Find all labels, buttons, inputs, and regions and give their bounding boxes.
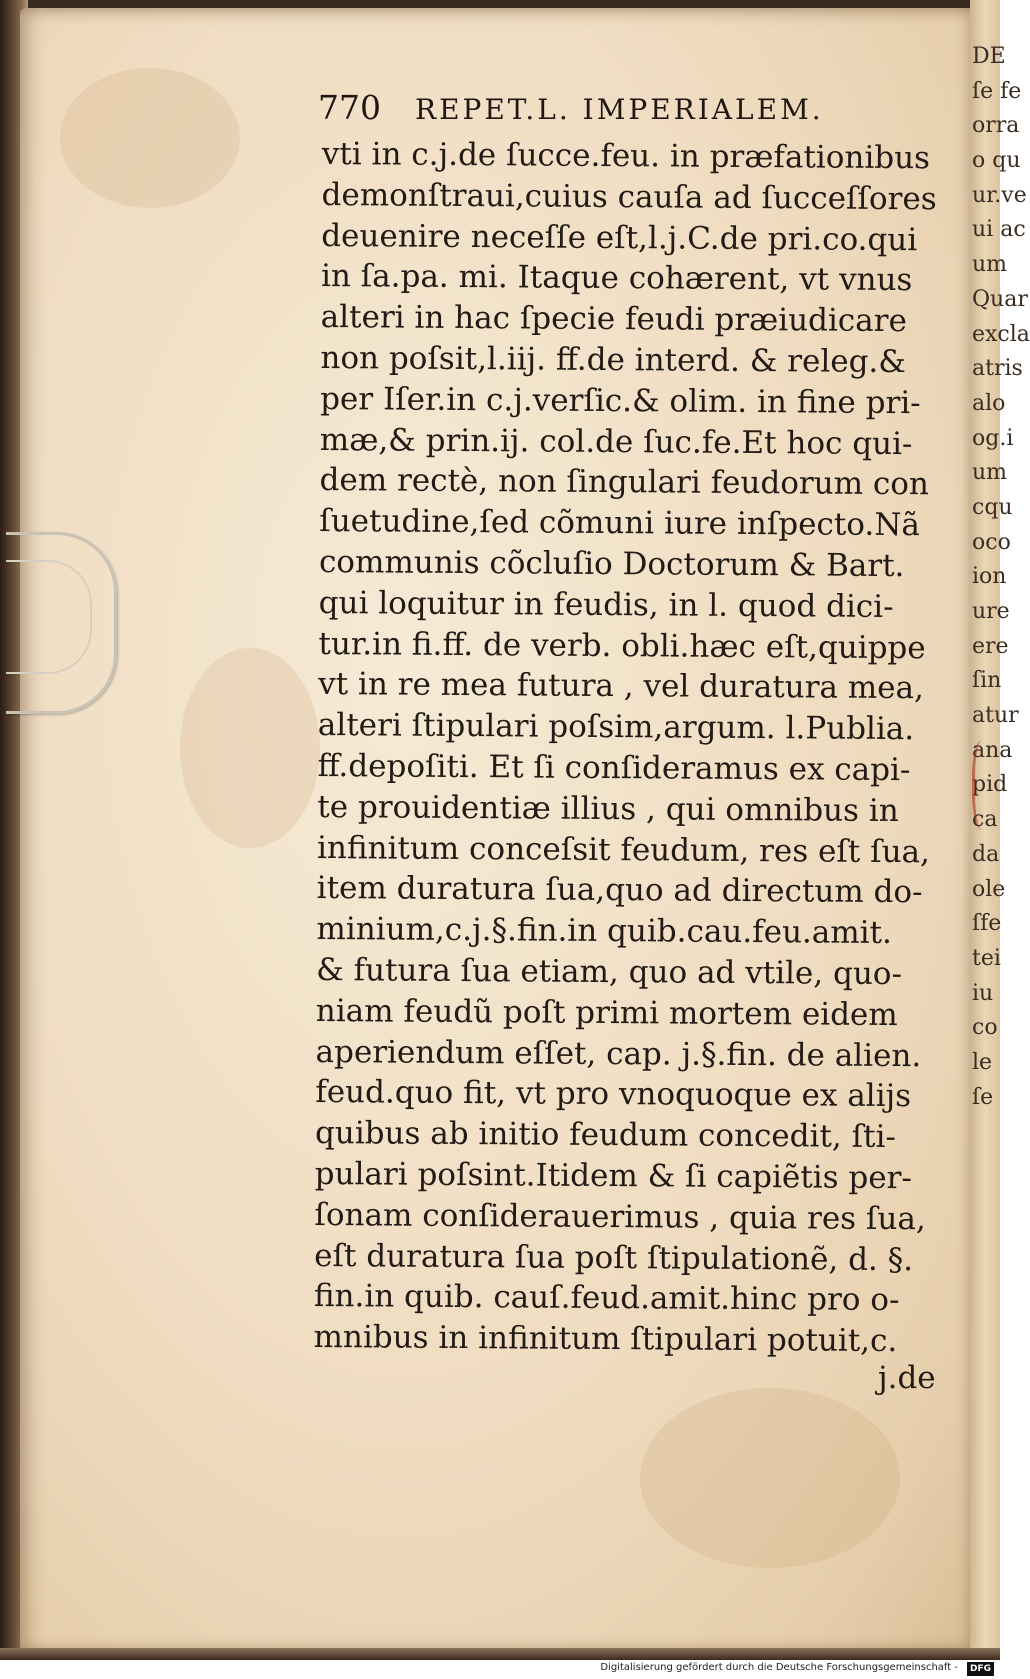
- text-line: minium,c.j.§.fin.in quib.cau.feu.amit.: [316, 911, 893, 952]
- adjacent-page-fragment: um: [972, 252, 1008, 278]
- text-line: tur.in fi.ff. de verb. obli.hæc eſt,quippe: [318, 625, 926, 666]
- text-line: alteri ſtipulari poſsim,argum. l.Publia.: [317, 707, 915, 748]
- paper-stain: [60, 68, 240, 208]
- body-text: [313, 134, 942, 1362]
- text-line: mæ,& prin.ij. col.de ſuc.fe.Et hoc qui-: [319, 421, 913, 462]
- paper-stain: [180, 648, 320, 848]
- text-line: feud.quo fit, vt pro vnoquoque ex alijs: [315, 1074, 912, 1115]
- adjacent-page-fragment: ui ac: [972, 217, 1026, 243]
- paper-clip-inner-loop: [6, 560, 92, 674]
- adjacent-page-fragment: ana: [972, 737, 1013, 763]
- adjacent-page-fragment: ſe fe: [972, 78, 1022, 104]
- adjacent-page-fragment: co: [972, 1015, 998, 1041]
- adjacent-page-fragment: cqu: [972, 494, 1013, 520]
- text-line: quibus ab initio feudum concedit, ſti-: [314, 1115, 897, 1156]
- text-line: vti in c.j.de ſucce.feu. in præfationibus: [321, 135, 931, 177]
- adjacent-page-fragment: atris: [972, 356, 1023, 382]
- page-header: [318, 88, 898, 132]
- text-line: ſuetudine,ſed cõmuni iure inſpecto.Nã: [319, 503, 921, 544]
- page-number: 770: [318, 88, 381, 127]
- adjacent-page-fragment: ca: [972, 807, 998, 833]
- text-line: item duratura ſua,quo ad directum do-: [316, 870, 923, 911]
- adjacent-page-fragment: le: [972, 1049, 993, 1075]
- adjacent-page-fragment: alo: [972, 390, 1006, 416]
- text-line: niam feudũ poſt primi mortem eidem: [315, 992, 898, 1033]
- adjacent-page-fragment: ſfe: [972, 911, 1002, 937]
- adjacent-page-fragment: um: [972, 460, 1008, 486]
- adjacent-page-fragment: da: [972, 841, 1000, 867]
- adjacent-page-fragment: atur: [972, 703, 1019, 729]
- text-line: ſonam conſiderauerimus , quia res ſua,: [314, 1196, 926, 1237]
- text-line: te prouidentiæ illius , qui omnibus in: [317, 788, 899, 829]
- text-line: mnibus in infinitum ſtipulari potuit,c.: [313, 1319, 898, 1360]
- adjacent-page-fragment: iu: [972, 980, 994, 1006]
- text-line: qui loquitur in feudis, in l. quod dici-: [318, 584, 894, 625]
- adjacent-page-fragment: excla: [972, 321, 1030, 347]
- adjacent-page-fragment: tei: [972, 945, 1001, 971]
- adjacent-page-fragment: ure: [972, 599, 1010, 624]
- running-head: REPET.L. IMPERIALEM.: [415, 93, 824, 126]
- text-line: non poſsit,l.iij. ff.de interd. & releg.&: [320, 339, 907, 381]
- text-line: alteri in hac ſpecie feudi præiudicare: [320, 299, 908, 340]
- adjacent-page-fragment: pid: [972, 772, 1008, 798]
- adjacent-page-fragment: Quar: [972, 286, 1028, 312]
- text-line: per Iſer.in c.j.verſic.& olim. in fine pri-: [320, 380, 921, 421]
- dfg-logo: DFG: [967, 1662, 994, 1676]
- adjacent-page-fragment: ole: [972, 876, 1006, 902]
- text-line: dem rectè, non ſingulari feudorum con: [319, 462, 930, 503]
- adjacent-page-fragment: ion: [972, 564, 1007, 590]
- adjacent-page-fragment: o qu: [972, 148, 1021, 174]
- text-line: infinitum conceſsit feudum, res eſt ſua,: [316, 829, 931, 870]
- text-line: in ſa.pa. mi. Itaque cohærent, vt vnus: [320, 258, 913, 299]
- adjacent-page-fragment: ere: [972, 633, 1009, 659]
- book-bottom-edge: [0, 1648, 1000, 1660]
- digitization-credit: Digitalisierung gefördert durch die Deutsche Forschungsgemeinschaft -: [600, 1662, 958, 1673]
- text-line: deuenire neceſſe eſt,l.j.C.de pri.co.qui: [321, 217, 918, 258]
- text-line: vt in re mea futura , vel duratura mea,: [318, 666, 925, 707]
- catchword: j.de: [878, 1360, 936, 1396]
- text-line: pulari poſsint.Itidem & ſi capiẽtis per-: [314, 1155, 913, 1197]
- adjacent-page-fragment: og.i: [972, 425, 1014, 451]
- red-ink-mark: [972, 740, 997, 830]
- adjacent-page-fragment: DE: [972, 44, 1006, 69]
- paper-stain: [640, 1388, 900, 1568]
- adjacent-page-fragment: oco: [972, 529, 1011, 555]
- text-line: fin.in quib. cauſ.feud.amit.hinc pro o-: [313, 1278, 900, 1319]
- text-line: demonſtraui,cuius cauſa ad ſucceſſores: [321, 176, 937, 218]
- adjacent-page-text: [972, 40, 1030, 1115]
- adjacent-page-edge: [970, 0, 1030, 1660]
- adjacent-page-fragment: orra: [972, 113, 1020, 139]
- adjacent-page-fragment: ſin: [972, 668, 1002, 694]
- text-line: aperiendum eſſet, cap. j.§.fin. de alien.: [315, 1033, 922, 1074]
- text-line: communis cõcluſio Doctorum & Bart.: [318, 543, 905, 585]
- text-line: ff.depoſiti. Et ſi conſideramus ex capi-: [317, 747, 911, 789]
- text-line: & futura ſua etiam, quo ad vtile, quo-: [316, 951, 903, 993]
- adjacent-page-fragment: ſe: [972, 1084, 994, 1110]
- adjacent-page-fragment: ur.ve: [972, 182, 1027, 208]
- text-line: eſt duratura ſua poſt ſtipulationẽ, d. §.: [314, 1237, 914, 1278]
